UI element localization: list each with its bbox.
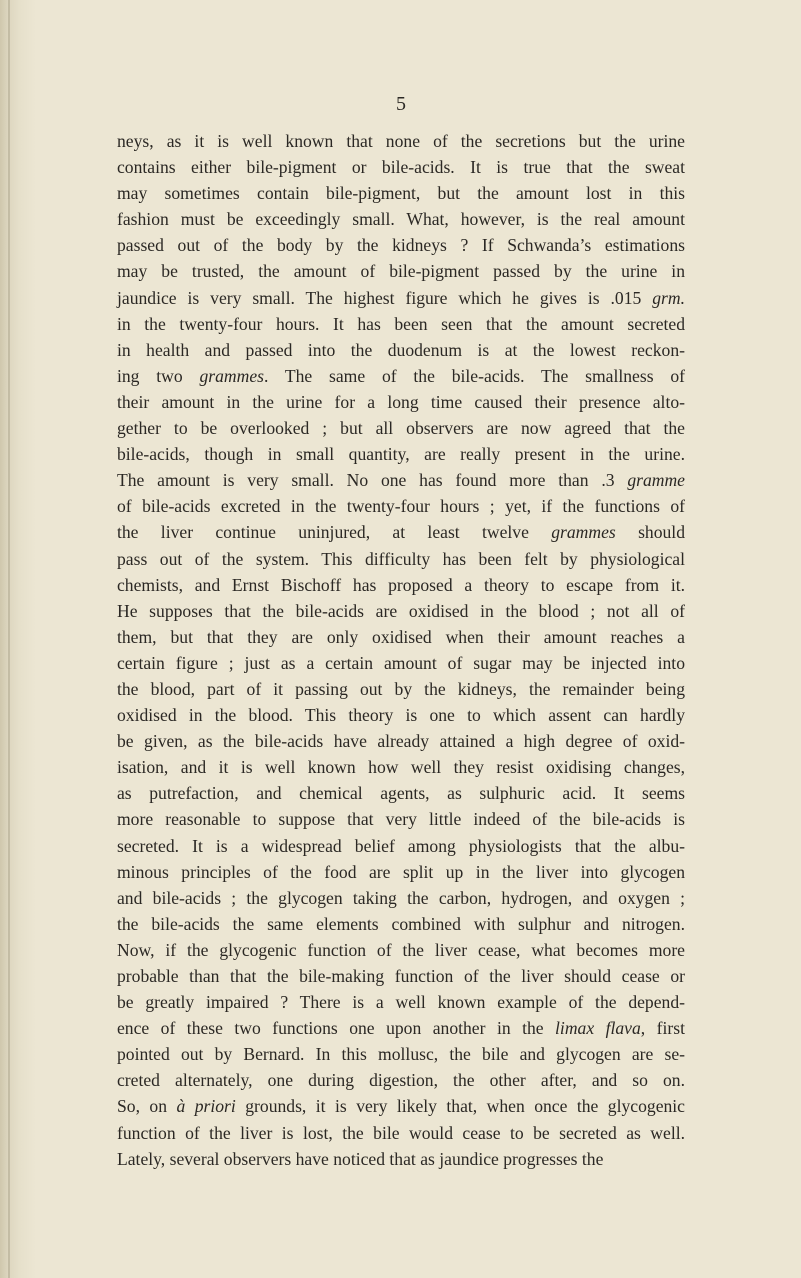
text-line: in the twenty-four hours. It has been seen that the amount secreted <box>117 313 685 334</box>
text-line: more reasonable to suppose that very little indeed of the bile-acids is <box>117 809 685 830</box>
text-line: pass out of the system. This difficulty has been felt by physiological <box>117 548 685 569</box>
text-line: in health and passed into the duodenum is at the lowest reckon- <box>117 339 685 360</box>
text-line: ence of these two functions one upon another in the limax flava, first <box>117 1018 685 1039</box>
text-line: secreted. It is a widespread belief among physiologists that the albu- <box>117 835 685 856</box>
text-line: gether to be overlooked ; but all observers are now agreed that the <box>117 418 685 439</box>
text-line: minous principles of the food are split up in the liver into glycogen <box>117 861 685 882</box>
text-line: as putrefaction, and chemical agents, as sulphuric acid. It seems <box>117 783 685 804</box>
body-paragraph <box>117 128 685 1172</box>
page-number: 5 <box>396 93 406 115</box>
text-line: their amount in the urine for a long time caused their presence alto- <box>117 391 685 412</box>
text-line: contains either bile-pigment or bile-acids. It is true that the sweat <box>117 157 685 178</box>
text-line: The amount is very small. No one has found more than .3 gramme <box>117 470 685 491</box>
text-line: neys, as it is well known that none of the secretions but the urine <box>117 131 685 151</box>
text-line: may sometimes contain bile-pigment, but the amount lost in this <box>117 183 685 204</box>
text-line: function of the liver is lost, the bile would cease to be secreted as well. <box>117 1122 685 1143</box>
text-line: jaundice is very small. The highest figure which he gives is .015 grm. <box>117 287 685 308</box>
text-line: probable than that the bile-making function of the liver should cease or <box>117 966 685 986</box>
binding-edge <box>8 0 10 1278</box>
text-line: ing two grammes. The same of the bile-acids. The smallness of <box>117 365 685 386</box>
text-line: Now, if the glycogenic function of the liver cease, what becomes more <box>117 939 685 960</box>
text-line: the bile-acids the same elements combined with sulphur and nitrogen. <box>117 913 685 934</box>
text-line: of bile-acids excreted in the twenty-four hours ; yet, if the functions of <box>117 496 685 517</box>
book-spine-shadow <box>0 0 36 1278</box>
text-line: the liver continue uninjured, at least twelve grammes should <box>117 522 685 543</box>
text-line: creted alternately, one during digestion, the other after, and so on. <box>117 1070 685 1091</box>
text-line: them, but that they are only oxidised when their amount reaches a <box>117 626 685 647</box>
text-line: certain figure ; just as a certain amount of sugar may be injected into <box>117 652 685 673</box>
text-line: be given, as the bile-acids have already attained a high degree of oxid- <box>117 731 685 752</box>
text-line: pointed out by Bernard. In this mollusc, the bile and glycogen are se- <box>117 1044 685 1065</box>
text-line: and bile-acids ; the glycogen taking the carbon, hydrogen, and oxygen ; <box>117 887 685 908</box>
text-line: be greatly impaired ? There is a well known example of the depend- <box>117 992 685 1013</box>
text-line: So, on à priori grounds, it is very likely that, when once the glycogenic <box>117 1096 685 1117</box>
text-line: may be trusted, the amount of bile-pigment passed by the urine in <box>117 261 685 282</box>
text-line: fashion must be exceedingly small. What, however, is the real amount <box>117 209 685 230</box>
text-line: bile-acids, though in small quantity, are really present in the urine. <box>117 444 685 465</box>
text-line: He supposes that the bile-acids are oxidised in the blood ; not all of <box>117 600 685 621</box>
text-line: isation, and it is well known how well they resist oxidising changes, <box>117 757 685 778</box>
text-line: passed out of the body by the kidneys ? If Schwanda’s estimations <box>117 235 685 256</box>
text-line: chemists, and Ernst Bischoff has proposed a theory to escape from it. <box>117 574 685 595</box>
text-line: the blood, part of it passing out by the kidneys, the remainder being <box>117 678 685 699</box>
text-line: Lately, several observers have noticed that as jaundice progresses the <box>117 1148 604 1169</box>
text-line: oxidised in the blood. This theory is one to which assent can hardly <box>117 705 685 726</box>
